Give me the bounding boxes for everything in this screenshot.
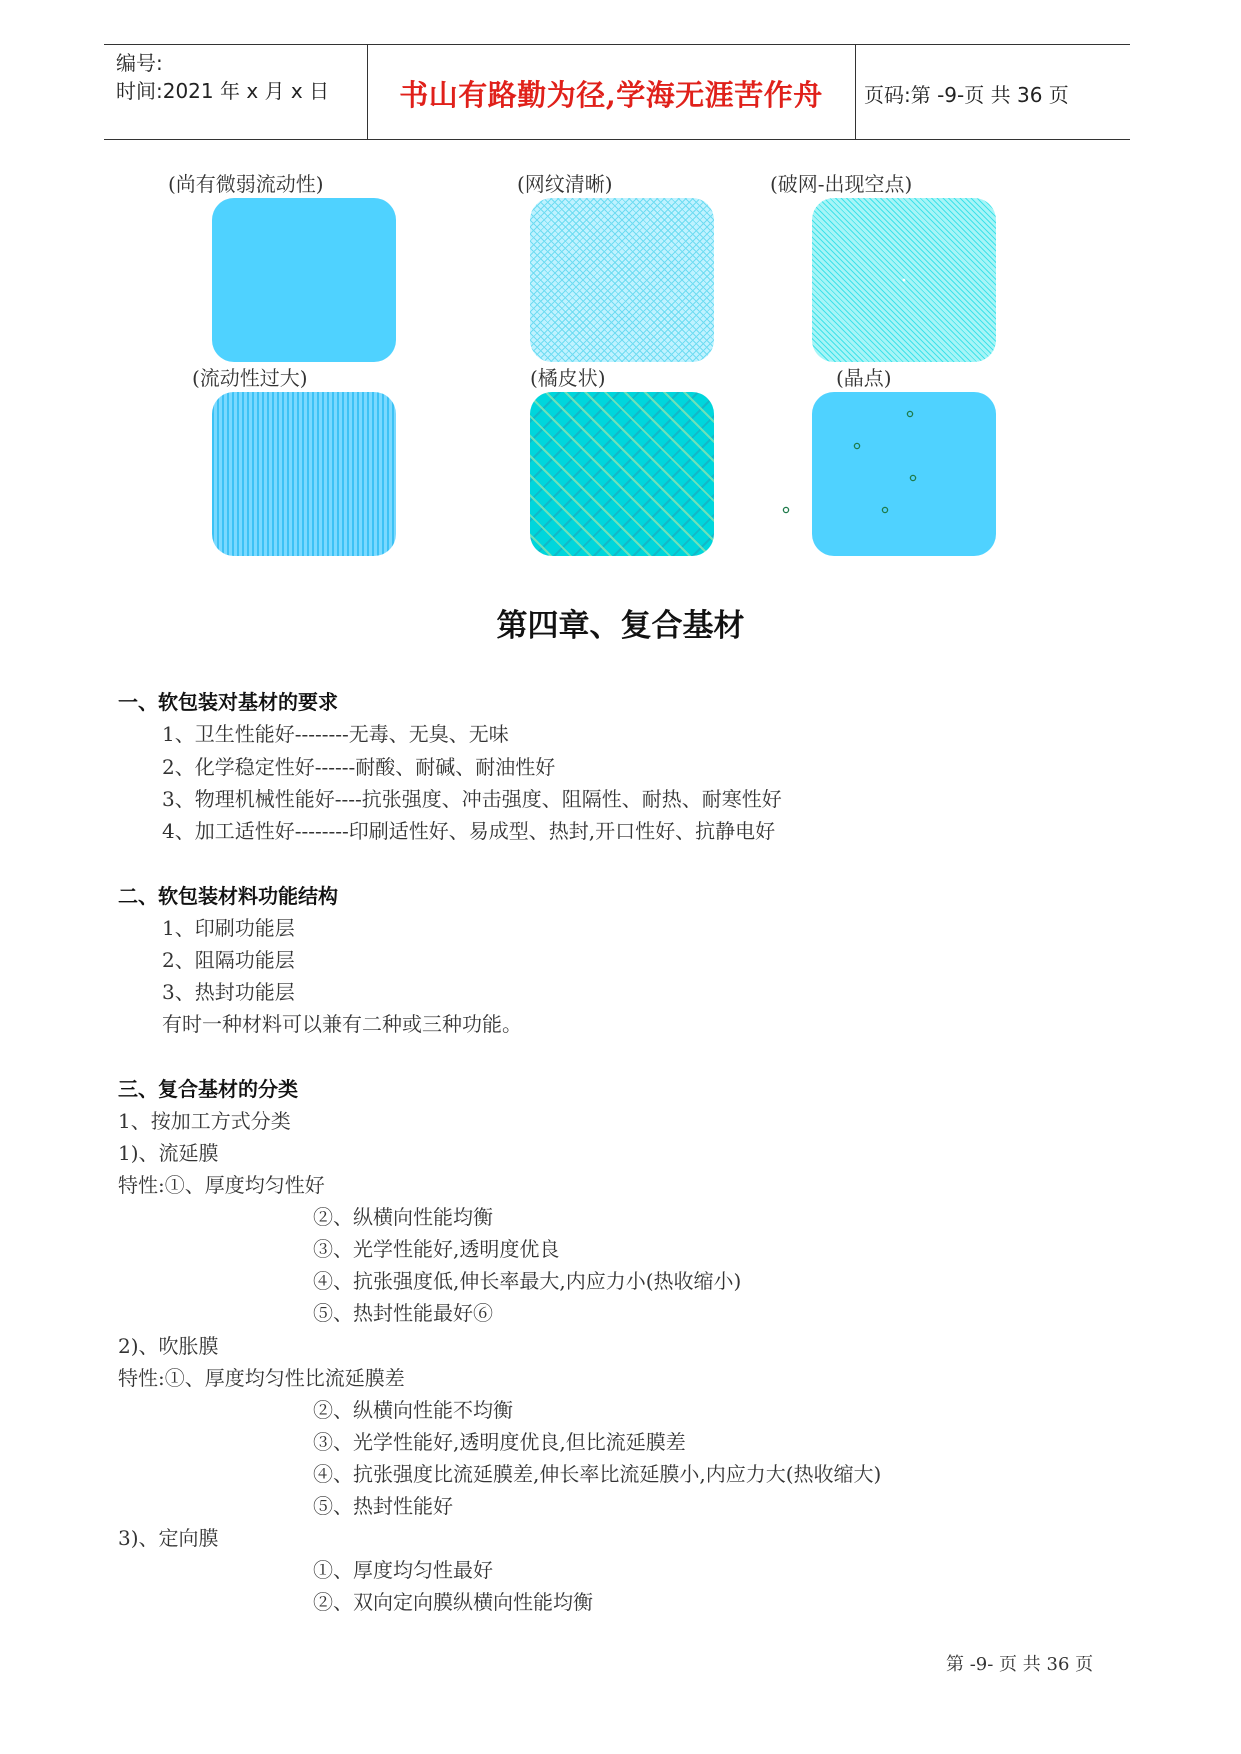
header-meta xyxy=(116,49,329,105)
sample-caption: (网纹清晰) xyxy=(517,172,613,196)
page-header xyxy=(104,44,1130,140)
list-item: 2、阻隔功能层 xyxy=(162,948,295,972)
crystal-dots xyxy=(812,392,996,556)
crystal-dot xyxy=(910,475,915,480)
header-divider xyxy=(855,45,856,139)
property-item: ②、双向定向膜纵横向性能均衡 xyxy=(313,1590,593,1614)
list-item: 2、化学稳定性好------耐酸、耐碱、耐油性好 xyxy=(162,755,556,779)
film-type-title: 2)、吹胀膜 xyxy=(118,1334,219,1358)
sample-caption: (破网-出现空点) xyxy=(770,172,913,196)
header-motto: 书山有路勤为径,学海无涯苦作舟 xyxy=(399,78,823,112)
header-page-number: 页码:第 -9-页 共 36 页 xyxy=(864,83,1069,107)
property-item: ③、光学性能好,透明度优良,但比流延膜差 xyxy=(313,1430,686,1454)
swatch-excess-flow xyxy=(212,392,396,556)
subsection-title: 1、按加工方式分类 xyxy=(118,1109,291,1133)
sample-caption: (流动性过大) xyxy=(192,366,308,390)
swatch-clear-mesh xyxy=(530,198,714,362)
section-heading: 二、软包装材料功能结构 xyxy=(118,884,338,908)
crystal-dot xyxy=(907,411,912,416)
property-item: 特性:①、厚度均匀性好 xyxy=(118,1173,325,1197)
list-item: 3、物理机械性能好----抗张强度、冲击强度、阻隔性、耐热、耐寒性好 xyxy=(162,787,782,811)
property-item: ⑤、热封性能好 xyxy=(313,1494,453,1518)
sample-caption: (尚有微弱流动性) xyxy=(168,172,324,196)
film-type-title: 1)、流延膜 xyxy=(118,1141,219,1165)
chapter-title: 第四章、复合基材 xyxy=(496,608,745,644)
property-item: 特性:①、厚度均匀性比流延膜差 xyxy=(118,1366,405,1390)
property-item: ③、光学性能好,透明度优良 xyxy=(313,1237,560,1261)
property-item: ②、纵横向性能不均衡 xyxy=(313,1398,513,1422)
swatch-weak-flow xyxy=(212,198,396,362)
property-item: ⑤、热封性能最好⑥ xyxy=(313,1301,493,1325)
sample-caption: (晶点) xyxy=(836,366,892,390)
sample-caption: (橘皮状) xyxy=(530,366,606,390)
property-item: ②、纵横向性能均衡 xyxy=(313,1205,493,1229)
number-label: 编号: xyxy=(116,51,163,75)
crystal-dot xyxy=(854,443,859,448)
crystal-dot xyxy=(882,507,887,512)
list-item: 3、热封功能层 xyxy=(162,980,295,1004)
swatch-orange-peel xyxy=(530,392,714,556)
page-footer: 第 -9- 页 共 36 页 xyxy=(946,1654,1094,1675)
list-item: 4、加工适性好--------印刷适性好、易成型、热封,开口性好、抗静电好 xyxy=(162,819,776,843)
time-label: 时间:2021 年 x 月 x 日 xyxy=(116,79,330,103)
property-item: ④、抗张强度比流延膜差,伸长率比流延膜小,内应力大(热收缩大) xyxy=(313,1462,882,1486)
section-heading: 三、复合基材的分类 xyxy=(118,1077,298,1101)
swatch-crystal-points xyxy=(812,392,996,556)
film-type-title: 3)、定向膜 xyxy=(118,1526,219,1550)
section-note: 有时一种材料可以兼有二种或三种功能。 xyxy=(162,1012,522,1036)
list-item: 1、卫生性能好--------无毒、无臭、无味 xyxy=(162,722,509,746)
property-item: ①、厚度均匀性最好 xyxy=(313,1558,493,1582)
swatch-broken-mesh xyxy=(812,198,996,362)
list-item: 1、印刷功能层 xyxy=(162,916,295,940)
section-heading: 一、软包装对基材的要求 xyxy=(118,690,338,714)
crystal-dot-outside xyxy=(780,504,792,516)
property-item: ④、抗张强度低,伸长率最大,内应力小(热收缩小) xyxy=(313,1269,742,1293)
